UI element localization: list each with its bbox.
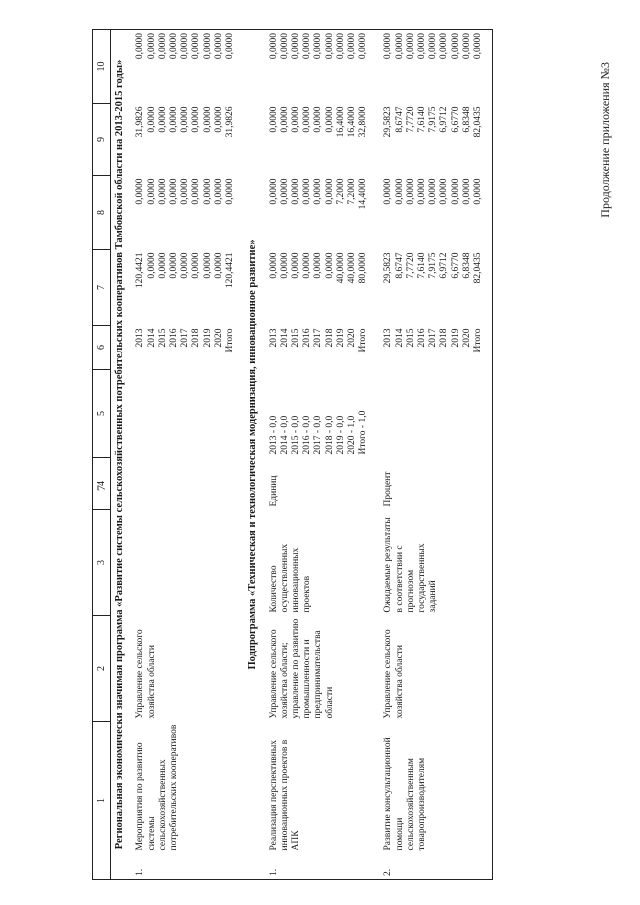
cell-line: 0,0000 <box>324 252 335 279</box>
cell-line: 0,0000 <box>213 252 224 279</box>
cell-line: 2019 <box>450 328 461 348</box>
target-values <box>377 370 492 458</box>
executor: Управление сельского хозяйства области <box>135 629 157 719</box>
cell-line: 0,0000 <box>450 178 461 205</box>
cell-line: 31,9826 <box>225 106 235 138</box>
cell-line: 0,0000 <box>302 178 313 205</box>
cell-line: 0,0000 <box>157 33 168 60</box>
row-number: 2. <box>377 854 492 880</box>
cell-line: 2013 <box>383 328 394 348</box>
header-col-10: 10 <box>93 30 111 104</box>
cell-line: 0,0000 <box>394 33 405 60</box>
cell-line: 6,6770 <box>450 106 461 133</box>
col-6-values <box>377 250 492 326</box>
cell-line: 2013 <box>135 328 146 348</box>
cell-line: 0,0000 <box>450 33 461 60</box>
cell-line: 31,9826 <box>135 106 146 138</box>
section-title-row <box>244 30 262 880</box>
cell-line: 0,0000 <box>180 106 191 133</box>
cell-line: 0,0000 <box>202 106 213 133</box>
years <box>377 326 492 370</box>
cell-line: 2014 - 0,0 <box>279 415 290 455</box>
cell-line: 0,0000 <box>146 106 157 133</box>
header-col-9: 9 <box>93 104 111 176</box>
cell-line: 0,0000 <box>439 33 450 60</box>
measure-name: Развитие консультационной помощи сельскохозяйственным товаропроизводителям <box>377 722 492 854</box>
measure-name: Мероприятия по развитию системы сельскохозяйственных потребительских кооперативов <box>135 724 179 851</box>
cell-line: 0,0000 <box>302 106 313 133</box>
col-9-values <box>377 30 492 104</box>
cell-line: 0,0000 <box>428 178 439 205</box>
indicator: Ожидаемые результаты в соответствии с прогнозом государственных заданий <box>377 510 492 616</box>
cell-line: 0,0000 <box>347 33 357 60</box>
cell-line: 0,0000 <box>383 33 394 60</box>
cell-line: Итого <box>225 328 235 353</box>
cell-line: 0,0000 <box>302 33 313 60</box>
cell-line: 7,6140 <box>417 106 428 133</box>
cell-line: 8,6747 <box>394 106 405 133</box>
cell-line: 2020 - 1,0 <box>347 415 357 455</box>
row-number: 1. <box>263 854 378 880</box>
unit: Единиц <box>268 475 279 507</box>
cell-line: 2016 <box>302 328 313 348</box>
cell-line: 2017 - 0,0 <box>313 415 324 455</box>
col-9-values <box>263 30 378 104</box>
cell-line: 7,7720 <box>405 106 416 133</box>
cell-line: 2014 <box>146 328 157 348</box>
col-8-values <box>377 104 492 176</box>
measure-name: Реализация перспективных инновационных проектов в АПК <box>268 739 301 851</box>
target-values <box>129 370 244 458</box>
indicator: Количество осуществленных инновационных проектов <box>268 543 313 613</box>
cell-line: 2018 <box>324 328 335 348</box>
cell-line: 0,0000 <box>313 33 324 60</box>
cell-line: 0,0000 <box>225 178 235 205</box>
header-col-8: 8 <box>93 176 111 250</box>
cell-line: 7,2000 <box>335 178 346 205</box>
cell-line: 0,0000 <box>461 178 472 205</box>
cell-line: 2017 <box>180 328 191 348</box>
cell-line: 0,0000 <box>405 33 416 60</box>
cell-line: 0,0000 <box>202 178 213 205</box>
col-7-values <box>263 176 378 250</box>
header-col-3: 3 <box>93 510 111 616</box>
cell-line: 0,0000 <box>191 178 202 205</box>
cell-line: 0,0000 <box>146 178 157 205</box>
cell-line: 6,6770 <box>450 252 461 279</box>
cell-line: 0,0000 <box>279 33 290 60</box>
table-row <box>129 30 244 880</box>
cell-line: 40,0000 <box>347 252 357 284</box>
cell-line: 0,0000 <box>268 178 279 205</box>
cell-line: 0,0000 <box>268 33 279 60</box>
cell-line: 0,0000 <box>279 106 290 133</box>
cell-line: 0,0000 <box>168 106 179 133</box>
header-col-1: 1 <box>93 722 111 880</box>
cell-line: 0,0000 <box>191 252 202 279</box>
cell-line: 2017 <box>313 328 324 348</box>
cell-line: Итого <box>473 328 484 353</box>
cell-line: 2013 - 0,0 <box>268 415 279 455</box>
cell-line: 0,0000 <box>473 178 484 205</box>
cell-line: 0,0000 <box>213 33 224 60</box>
section-1-title: Региональная экономически значимая программа «Развитие системы сельскохозяйственных потребительских кооперативов Тамбовской области на 2013-2015 годы» <box>111 30 130 880</box>
col-7-values <box>129 176 244 250</box>
cell-line: 0,0000 <box>268 106 279 133</box>
cell-line: 40,0000 <box>335 252 346 284</box>
header-col-5: 5 <box>93 370 111 458</box>
cell-line: 6,9712 <box>439 106 450 133</box>
cell-line: 0,0000 <box>290 33 301 60</box>
cell-line: 2015 - 0,0 <box>290 415 301 455</box>
cell-line: 0,0000 <box>417 33 428 60</box>
cell-line: 0,0000 <box>290 106 301 133</box>
program-table <box>92 29 493 880</box>
cell-line: 0,0000 <box>335 33 346 60</box>
table-row <box>263 30 378 880</box>
header-col-7: 7 <box>93 250 111 326</box>
cell-line: 0,0000 <box>268 252 279 279</box>
cell-line: 2016 - 0,0 <box>302 415 313 455</box>
cell-line: 2013 <box>268 328 279 348</box>
cell-line: 2018 <box>439 328 450 348</box>
years <box>263 326 378 370</box>
cell-line: 120,4421 <box>225 252 235 289</box>
cell-line: 0,0000 <box>157 178 168 205</box>
cell-line: 2016 <box>168 328 179 348</box>
cell-line: 6,9712 <box>439 252 450 279</box>
cell-line: 2015 <box>405 328 416 348</box>
cell-line: 0,0000 <box>180 252 191 279</box>
cell-line: 2017 <box>428 328 439 348</box>
cell-line: 0,0000 <box>180 178 191 205</box>
col-8-values <box>263 104 378 176</box>
table-row <box>377 30 492 880</box>
cell-line: 2019 <box>202 328 213 348</box>
cell-line: 0,0000 <box>383 178 394 205</box>
col-7-values <box>377 176 492 250</box>
cell-line: 2019 <box>335 328 346 348</box>
indicator <box>129 510 244 616</box>
executor: Управление сельского хозяйства области <box>377 616 492 722</box>
cell-line: Итого <box>358 328 369 353</box>
col-8-values <box>129 104 244 176</box>
row-number: 1. <box>129 854 244 880</box>
unit: Процент <box>377 458 492 510</box>
header-col-4: 4 <box>93 458 111 510</box>
unit <box>129 458 244 510</box>
col-9-values <box>129 30 244 104</box>
cell-line: 6,8348 <box>461 106 472 133</box>
cell-line: 0,0000 <box>439 178 450 205</box>
cell-line: 80,0000 <box>358 252 369 284</box>
target-values <box>263 370 378 458</box>
rotated-table-page <box>92 30 622 880</box>
cell-line: 0,0000 <box>473 33 484 60</box>
cell-line: 0,0000 <box>313 178 324 205</box>
cell-line: 32,8000 <box>358 106 369 138</box>
executor: Управление сельского хозяйства области; управление по развитию промышленности и предпринимательства области <box>268 618 335 719</box>
cell-line: 0,0000 <box>168 252 179 279</box>
cell-line: 0,0000 <box>157 252 168 279</box>
cell-line: 7,9175 <box>428 252 439 279</box>
cell-line: 0,0000 <box>290 178 301 205</box>
years <box>129 326 244 370</box>
cell-line: 7,6140 <box>417 252 428 279</box>
cell-line: 2015 <box>290 328 301 348</box>
cell-line: 2015 <box>157 328 168 348</box>
cell-line: 0,0000 <box>213 106 224 133</box>
cell-line: 82,0435 <box>473 106 484 138</box>
cell-line: 0,0000 <box>146 252 157 279</box>
cell-line: 0,0000 <box>146 33 157 60</box>
cell-line: 2018 <box>191 328 202 348</box>
cell-line: 82,0435 <box>473 252 484 284</box>
cell-line: 0,0000 <box>313 106 324 133</box>
cell-line: 0,0000 <box>213 178 224 205</box>
cell-line: 2018 - 0,0 <box>324 415 335 455</box>
cell-line: 0,0000 <box>202 33 213 60</box>
page-number: 7 <box>94 485 108 491</box>
cell-line: 0,0000 <box>157 106 168 133</box>
cell-line: 0,0000 <box>168 178 179 205</box>
cell-line: 0,0000 <box>405 178 416 205</box>
cell-line: 8,6747 <box>394 252 405 279</box>
cell-line: 0,0000 <box>428 33 439 60</box>
col-6-values <box>129 250 244 326</box>
cell-line: 14,4000 <box>358 178 369 210</box>
cell-line: 2020 <box>213 328 224 348</box>
cell-line: 0,0000 <box>180 33 191 60</box>
cell-line: 0,0000 <box>279 252 290 279</box>
cell-line: 0,0000 <box>202 252 213 279</box>
cell-line: 120,4421 <box>135 252 146 289</box>
cell-line: 2016 <box>417 328 428 348</box>
cell-line: 0,0000 <box>225 33 235 60</box>
cell-line: 29,5823 <box>383 252 394 284</box>
section-title-row <box>111 30 130 880</box>
cell-line: 0,0000 <box>358 33 369 60</box>
header-col-2: 2 <box>93 616 111 722</box>
continuation-label: Продолжение приложения №3 <box>598 62 612 218</box>
cell-line: 0,0000 <box>290 252 301 279</box>
cell-line: 2019 - 0,0 <box>335 415 346 455</box>
cell-line: 2020 <box>347 328 357 348</box>
cell-line: 2014 <box>279 328 290 348</box>
cell-line: 0,0000 <box>324 33 335 60</box>
cell-line: 0,0000 <box>191 33 202 60</box>
cell-line: 0,0000 <box>324 106 335 133</box>
cell-line: 0,0000 <box>168 33 179 60</box>
cell-line: 0,0000 <box>417 178 428 205</box>
header-col-6: 6 <box>93 326 111 370</box>
cell-line: 0,0000 <box>191 106 202 133</box>
cell-line: 0,0000 <box>394 178 405 205</box>
cell-line: 16,4000 <box>335 106 346 138</box>
header-row <box>93 30 111 880</box>
cell-line: 0,0000 <box>461 33 472 60</box>
cell-line: 6,8348 <box>461 252 472 279</box>
cell-line: 0,0000 <box>302 252 313 279</box>
col-6-values <box>263 250 378 326</box>
section-2-title: Подпрограмма «Техническая и технологическая модернизация, инновационное развитие» <box>244 30 262 880</box>
cell-line: 16,4000 <box>347 106 357 138</box>
cell-line: Итого - 1,0 <box>358 410 369 455</box>
cell-line: 7,7720 <box>405 252 416 279</box>
cell-line: 2020 <box>461 328 472 348</box>
cell-line: 0,0000 <box>324 178 335 205</box>
cell-line: 0,0000 <box>313 252 324 279</box>
cell-line: 0,0000 <box>135 178 146 205</box>
cell-line: 7,9175 <box>428 106 439 133</box>
cell-line: 29,5823 <box>383 106 394 138</box>
cell-line: 0,0000 <box>279 178 290 205</box>
cell-line: 2014 <box>394 328 405 348</box>
cell-line: 7,2000 <box>347 178 357 205</box>
cell-line: 0,0000 <box>135 33 146 60</box>
